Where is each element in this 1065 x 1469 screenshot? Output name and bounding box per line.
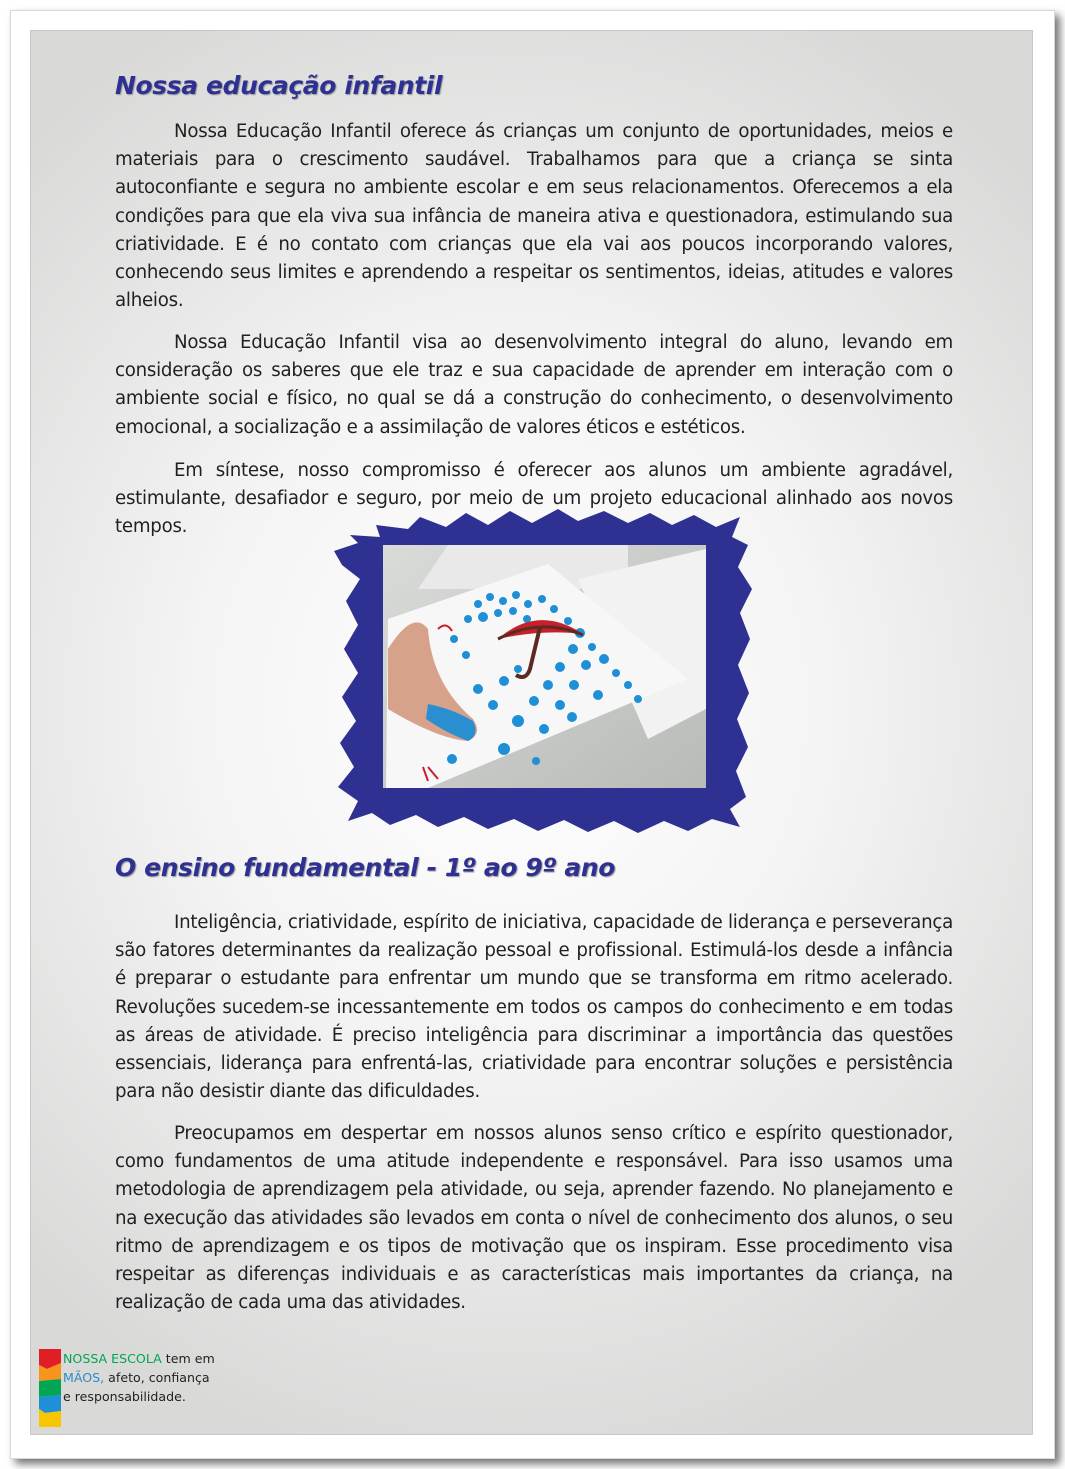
paragraph: Nossa Educação Infantil visa ao desenvolvimento integral do aluno, levando em consideração os saberes que ele traz e sua capacidade de aprender em interação com o ambiente social e físico, no qual se dá a construção do conhecimento, o desenvolvimento emocional, a socialização e a assimilação de valores éticos e estéticos. (115, 332, 953, 438)
paragraph: Preocupamos em despertar em nossos alunos senso crítico e espírito questionador, como fundamentos de uma atitude independente e responsável. Para isso usamos uma metodologia de aprendizagem pela atividade, ou seja, aprender fazendo. No planejamento e na execução das atividades são levados em conta o nível de conhecimento dos alunos, o seu ritmo de aprendizagem e os tipos de motivação que os inspiram. Esse procedimento visa respeitar as diferenças individuais e as características mais importantes da criança, na realização de cada uma das atividades. (115, 1123, 953, 1314)
paragraph: Em síntese, nosso compromisso é oferecer aos alunos um ambiente agradável, estimulante, desafiador e seguro, por meio de um projeto educacional alinhado aos novos tempos. (115, 460, 953, 538)
children-painting-photo (328, 509, 753, 834)
brush-frame-photo-illustration (328, 509, 753, 834)
paragraph: Inteligência, criatividade, espírito de iniciativa, capacidade de liderança e perseverança são fatores determinantes da realização pessoal e profissional. Estimulá-los desde a infância é preparar o estudante para enfrentar um mundo que se transforma em ritmo acelerado. Revoluções sucedem-se incessantemente em todos os campos do conhecimento e em todas as áreas de atividade. É preciso inteligência para discriminar a importância das questões essenciais, liderança para enfrentá-las, criatividade para encontrar soluções e persistência para não desistir diante das dificuldades. (115, 912, 953, 1103)
slogan-text: e responsabilidade. (63, 1389, 186, 1404)
section-title-ensino-fundamental: O ensino fundamental - 1º ao 9º ano (115, 853, 616, 882)
slogan-highlight: MÃOS, (63, 1370, 105, 1385)
section-title-educacao-infantil: Nossa educação infantil (115, 71, 443, 100)
slogan-text: tem em (161, 1351, 215, 1366)
slogan-text: afeto, confiança (104, 1370, 210, 1385)
paragraph: Nossa Educação Infantil oferece ás crianças um conjunto de oportunidades, meios e materiais para o crescimento saudável. Trabalhamos para que a criança se sinta autoconfiante e segura no ambiente escolar e em seus relacionamentos. Oferecemos a ela condições para que ela viva sua infância de maneira ativa e questionadora, estimulando sua criatividade. E é no contato com crianças que ela vai aos poucos incorporando valores, conhecendo seus limites e aprendendo a respeitar os sentimentos, ideias, atitudes e valores alheios. (115, 121, 953, 312)
slogan-highlight: NOSSA ESCOLA (63, 1351, 162, 1366)
school-slogan (63, 1349, 215, 1406)
school-logo-icon (39, 1349, 61, 1427)
document-page (30, 30, 1033, 1435)
